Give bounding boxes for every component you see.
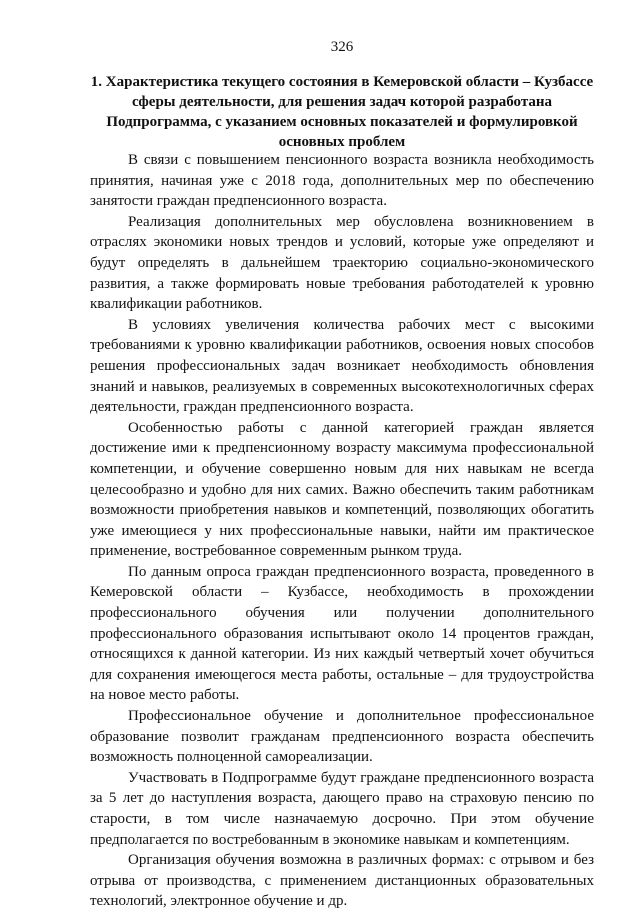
paragraph: В связи с повышением пенсионного возраста возникла необходимость принятия, начиная уже с 2018 года, дополнительных мер по обеспечению занятости граждан предпенсионного возраста. [90,152,594,210]
paragraph: Профессиональное обучение и дополнительное профессиональное образование позволит гражданам предпенсионного возраста обеспечить возможность полноценной самореализации. [90,708,594,766]
body-text [90,150,594,912]
page-number: 326 [330,39,354,55]
paragraph: Участвовать в Подпрограмме будут граждане предпенсионного возраста за 5 лет до наступления возраста, дающего право на страховую пенсию по старости, в том числе назначаемую досрочно. При этом обучение предполагается по востребованным в экономике навыкам и компетенциям. [90,769,594,848]
paragraph: Организация обучения возможна в различных формах: с отрывом и без отрыва от производства, с применением дистанционных образовательных технологий, электронное обучение и др. [90,852,594,910]
paragraph: Реализация дополнительных мер обусловлена возникновением в отраслях экономики новых трендов и условий, которые уже определяют и будут определять в дальнейшем траекторию социально-экономического развития, а также формировать новые требования работодателей к уровню квалификации работников. [90,213,594,313]
paragraph: Особенностью работы с данной категорией граждан является достижение ими к предпенсионному возрасту максимума профессиональной компетенции, и обучение совершенно новым для них навыкам не всегда целесообразно и удобно для них самих. Важно обеспечить таким работникам возможности приобретения навыков и компетенций, позволяющих обогатить уже имеющиеся у них профессиональные навыки, найти им практическое применение, востребованное современным рынком труда. [90,419,594,560]
paragraph: В условиях увеличения количества рабочих мест с высокими требованиями к уровню квалификации работников, освоения новых способов решения профессиональных задач возникает необходимость обновления знаний и навыков, реализуемых в современных высокотехнологичных сферах деятельности, граждан предпенсионного возраста. [90,316,594,416]
paragraph: По данным опроса граждан предпенсионного возраста, проведенного в Кемеровской области – Кузбассе, необходимость в прохождении профессионального обучения или получении дополнительного профессионального образования испытывают около 14 процентов граждан, относящихся к данной категории. Из них каждый четвертый хочет обучиться для сохранения имеющегося места работы, остальные – для трудоустройства на новое место работы. [90,563,594,704]
section-heading: 1. Характеристика текущего состояния в Кемеровской области – Кузбассе сферы деятельности, для решения задач которой разработана Подпрограмма, с указанием основных показателей и формулировкой основных проблем [90,74,594,150]
